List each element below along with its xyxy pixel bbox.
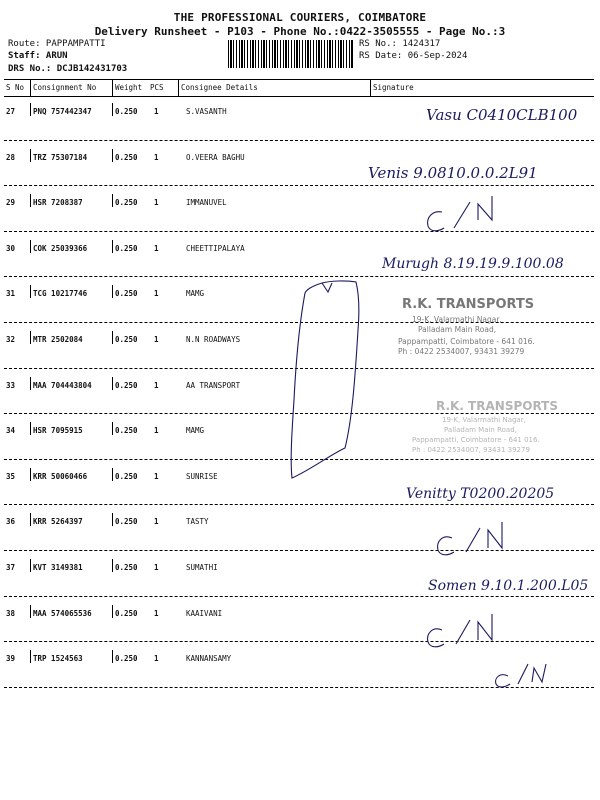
row-pcs: 1 <box>154 198 159 208</box>
row-pcs: 1 <box>154 517 159 527</box>
stamp-line4: Ph : 0422 2534007, 93431 39279 <box>398 347 525 356</box>
row-sno: 32 <box>6 335 16 344</box>
row-weight: 0.250 <box>115 152 138 162</box>
row-consignee: S.VASANTH <box>186 107 227 116</box>
row-weight: 0.250 <box>115 198 138 208</box>
row-consignee: SUMATHI <box>186 563 218 572</box>
row-weight: 0.250 <box>115 335 138 344</box>
row-weight: 0.250 <box>115 289 138 299</box>
col-header-sno: S No <box>6 83 25 92</box>
row-consignment: MTR 2502084 <box>33 335 83 344</box>
stamp-line2: Palladam Main Road, <box>418 325 497 334</box>
drs-label: DRS No.: DCJB142431703 <box>8 64 128 74</box>
row-sno: 34 <box>6 426 16 436</box>
stamp-line1: 19-K, Valarmathi Nagar, <box>412 315 502 324</box>
row-weight: 0.250 <box>115 107 138 116</box>
row-sno: 30 <box>6 243 16 253</box>
row-consignee: KAAIVANI <box>186 608 223 618</box>
row-weight: 0.250 <box>115 243 138 253</box>
row-consignment: COK 25039366 <box>33 243 88 253</box>
row-consignee: KANNANSAMY <box>186 654 232 664</box>
row-weight: 0.250 <box>115 517 138 527</box>
row-pcs: 1 <box>154 335 159 344</box>
row-consignee: O.VEERA BAGHU <box>186 152 245 162</box>
row-sno: 36 <box>6 517 16 527</box>
row-sno: 31 <box>6 289 16 299</box>
signature-30: Murugh 8.19.19.9.100.08 <box>382 256 564 272</box>
row-pcs: 1 <box>154 107 159 116</box>
row-consignment: HSR 7208387 <box>33 198 83 208</box>
row-pcs: 1 <box>154 243 159 253</box>
row-sno: 28 <box>6 152 16 162</box>
row-consignment: KRR 5264397 <box>33 517 83 527</box>
row-weight: 0.250 <box>115 563 138 572</box>
row-weight: 0.250 <box>115 654 138 664</box>
col-header-weight: Weight <box>115 83 143 92</box>
row-consignment: KRR 50060466 <box>33 471 88 481</box>
row-pcs: 1 <box>154 289 159 299</box>
row-consignment: HSR 7095915 <box>33 426 83 436</box>
row-pcs: 1 <box>154 563 159 572</box>
rs-no-label: RS No.: 1424317 <box>359 39 441 49</box>
row-weight: 0.250 <box>115 380 138 390</box>
row-consignee: IMMANUVEL <box>186 198 227 208</box>
stamp-name-2: R.K. TRANSPORTS <box>436 399 558 413</box>
stamp-line3: Pappampatti, Coimbatore - 641 016. <box>398 337 535 346</box>
row-weight: 0.250 <box>115 471 138 481</box>
col-header-consignment: Consignment No <box>33 83 97 92</box>
row-weight: 0.250 <box>115 426 138 436</box>
row-consignee: TASTY <box>186 517 209 527</box>
staff-label: Staff: ARUN <box>8 51 68 61</box>
row-consignee: SUNRISE <box>186 471 218 481</box>
runsheet-title: Delivery Runsheet - P103 - Phone No.:0422-3505555 - Page No.:3 <box>94 25 506 38</box>
row-consignee: MAMG <box>186 426 205 436</box>
signature-28: Venis 9.0810.0.0.2L91 <box>368 164 538 182</box>
rs-date-label: RS Date: 06-Sep-2024 <box>359 51 468 61</box>
row-sno: 39 <box>6 654 16 664</box>
row-pcs: 1 <box>154 380 159 390</box>
row-consignment: MAA 574065536 <box>33 608 92 618</box>
row-consignment: TRP 1524563 <box>33 654 83 664</box>
company-title: THE PROFESSIONAL COURIERS, COIMBATORE <box>173 11 427 24</box>
col-header-signature: Signature <box>373 83 414 92</box>
row-sno: 33 <box>6 380 16 390</box>
stamp2-line3: Pappampatti, Coimbatore - 641 016. <box>412 436 540 444</box>
row-sno: 37 <box>6 563 16 572</box>
row-consignment: KVT 3149381 <box>33 563 83 572</box>
row-pcs: 1 <box>154 608 159 618</box>
stamp-name: R.K. TRANSPORTS <box>402 297 535 312</box>
row-consignment: TCG 10217746 <box>33 289 88 299</box>
row-consignment: MAA 704443804 <box>33 380 92 390</box>
row-pcs: 1 <box>154 471 159 481</box>
row-sno: 38 <box>6 608 16 618</box>
stamp2-line1: 19-K, Valarmathi Nagar, <box>442 416 526 424</box>
stamp2-line2: Palladam Main Road, <box>444 426 517 434</box>
row-pcs: 1 <box>154 654 159 664</box>
row-pcs: 1 <box>154 152 159 162</box>
row-sno: 29 <box>6 198 16 208</box>
row-weight: 0.250 <box>115 608 138 618</box>
col-header-pcs: PCS <box>150 83 164 92</box>
signature-27: Vasu C0410CLB100 <box>426 106 578 124</box>
row-consignment: PNQ 757442347 <box>33 107 92 116</box>
row-consignee: AA TRANSPORT <box>186 380 241 390</box>
signature-35: Venitty T0200.20205 <box>406 486 555 502</box>
signature-37: Somen 9.10.1.200.L05 <box>428 578 589 594</box>
col-header-consignee: Consignee Details <box>181 83 258 92</box>
row-consignment: TRZ 75307184 <box>33 152 88 162</box>
row-consignee: CHEETTIPALAYA <box>186 243 245 253</box>
stamp2-line4: Ph : 0422 2534007, 93431 39279 <box>412 446 530 454</box>
row-consignee: MAMG <box>186 289 205 299</box>
row-consignee: N.N ROADWAYS <box>186 335 241 344</box>
route-label: Route: PAPPAMPATTI <box>8 39 106 49</box>
row-sno: 35 <box>6 471 16 481</box>
row-pcs: 1 <box>154 426 159 436</box>
row-sno: 27 <box>6 107 16 116</box>
